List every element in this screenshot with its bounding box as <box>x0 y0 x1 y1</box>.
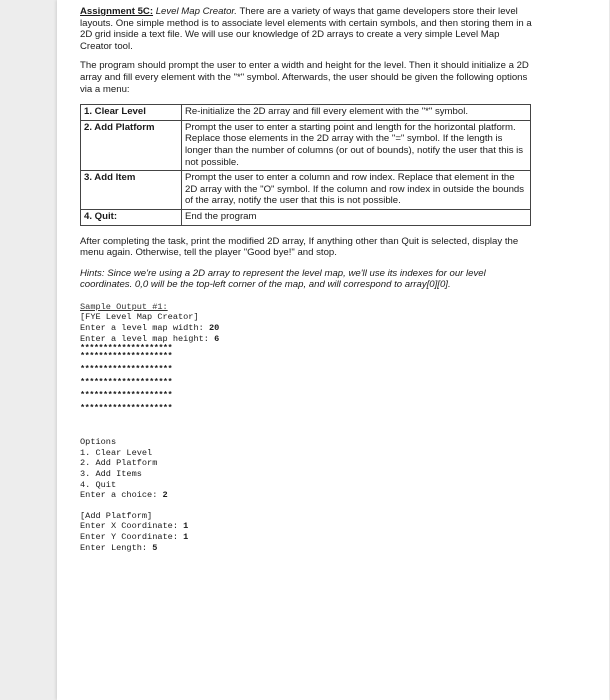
grid-row: ******************** <box>80 377 173 388</box>
menu-option: 1. Clear Level <box>81 105 182 121</box>
grid-row: ******************** <box>80 390 173 401</box>
sample-header-line: [FYE Level Map Creator] <box>80 312 199 323</box>
intro-text: There are a variety of ways that game developers store their level layouts. One simple method is to associate level elements with certain symbols, and then storing them in a 2D grid inside a text file. We will use our knowledge of 2D arrays to create a very simple Level Map Creator tool. <box>80 6 532 52</box>
document-content <box>80 6 532 553</box>
y-value: 1 <box>183 532 189 542</box>
choice-prompt: Enter a choice: <box>80 490 163 501</box>
table-row <box>81 171 531 210</box>
menu-option: 4. Quit: <box>81 209 182 225</box>
prompt-paragraph: The program should prompt the user to enter a width and height for the level. Then it should initialize a 2D array and fill every element with the "*" symbol. Afterwards, the user should be given the following options via a menu: <box>80 60 529 95</box>
document-page <box>57 0 609 700</box>
assignment-name: Level Map Creator. <box>155 6 237 17</box>
option-line: 4. Quit <box>80 479 117 490</box>
width-value: 20 <box>208 323 220 334</box>
hints-text: Since we're using a 2D array to represent the level map, we'll use its indexes for our level coordinates. 0,0 will be the top-left corner of the map, and will correspond to array[0][0]. <box>80 267 486 291</box>
menu-description: Prompt the user to enter a starting point and length for the horizontal platform. Replace those elements in the 2D array with the "=" symbol. If the length is longer than the number of columns (or out of bounds), notify the user that this is not possible. <box>182 120 531 170</box>
width-line <box>80 323 532 334</box>
menu-description: Re-initialize the 2D array and fill every element with the "*" symbol. <box>182 105 531 121</box>
option-line: 3. Add Items <box>80 469 142 480</box>
length-line <box>80 543 532 554</box>
after-paragraph: After completing the task, print the modified 2D array, If anything other than Quit is selected, display the menu again. Otherwise, tell the player "Good bye!" and stop. <box>80 235 519 259</box>
y-line <box>80 532 532 543</box>
length-value: 5 <box>152 542 158 553</box>
x-line <box>80 521 532 532</box>
menu-table <box>80 104 531 225</box>
x-value: 1 <box>183 521 189 532</box>
grid-row: ******************** <box>80 351 173 362</box>
intro-paragraph <box>80 6 532 52</box>
y-prompt: Enter Y Coordinate: <box>80 532 184 542</box>
sample-output <box>80 302 532 553</box>
level-grid <box>80 344 532 417</box>
choice-line <box>80 490 532 501</box>
sample-heading: Sample Output #1: <box>80 301 168 312</box>
hints-label: Hints: <box>80 267 105 279</box>
option-line: 2. Add Platform <box>80 458 158 469</box>
menu-description: Prompt the user to enter a column and row index. Replace that element in the 2D array with the "O" symbol. If the column and row index in outside the bounds of the array, notify the user that this is not possible. <box>182 171 531 210</box>
table-row <box>81 120 531 170</box>
grid-row: ******************** <box>80 364 173 375</box>
height-value: 6 <box>214 333 220 344</box>
table-row <box>81 209 531 225</box>
spacer <box>80 501 532 511</box>
options-title: Options <box>80 437 117 448</box>
width-prompt: Enter a level map width: <box>80 323 209 334</box>
option-line: 1. Clear Level <box>80 447 153 458</box>
grid-row: ******************** <box>80 343 173 354</box>
choice-value: 2 <box>162 490 168 501</box>
hints-paragraph <box>80 268 532 291</box>
platform-header: [Add Platform] <box>80 510 153 521</box>
assignment-label: Assignment 5C: <box>80 6 154 17</box>
length-prompt: Enter Length: <box>80 542 153 553</box>
height-prompt: Enter a level map height: <box>80 333 215 344</box>
menu-option: 3. Add Item <box>81 171 182 210</box>
x-prompt: Enter X Coordinate: <box>80 521 184 532</box>
grid-row: ******************** <box>80 403 173 414</box>
menu-option: 2. Add Platform <box>81 120 182 170</box>
table-row <box>81 105 531 121</box>
menu-description: End the program <box>182 209 531 225</box>
